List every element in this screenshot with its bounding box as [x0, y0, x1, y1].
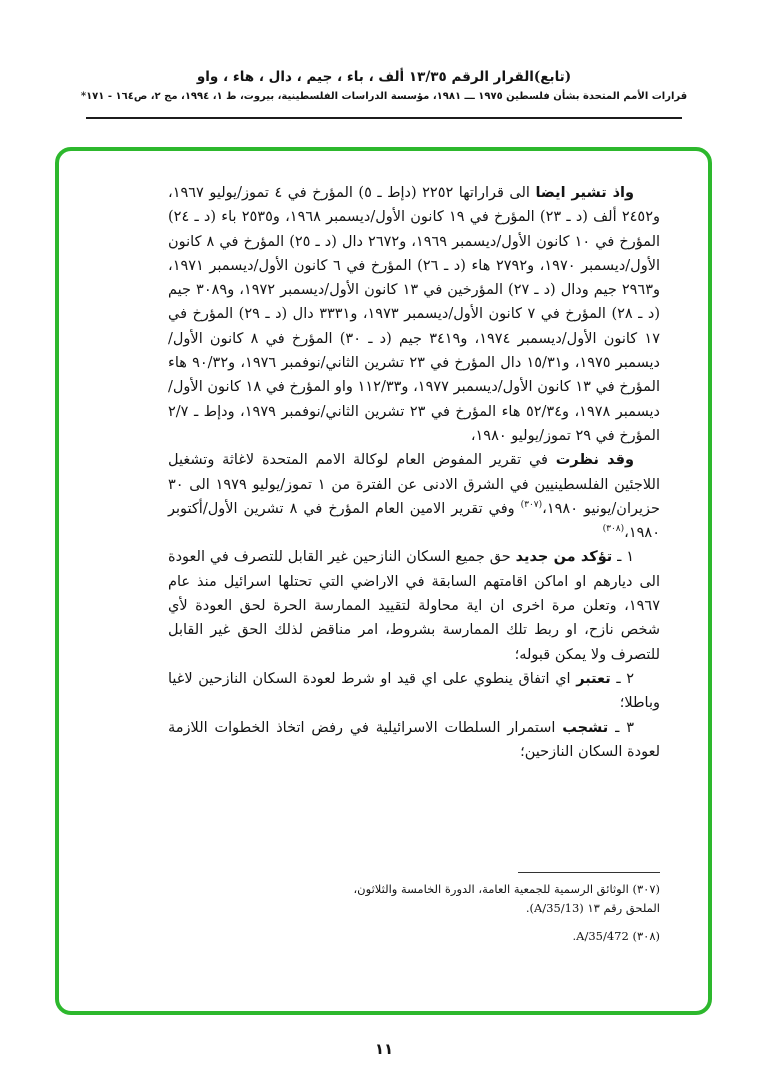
paragraph-lead-phrase: تشجب — [562, 718, 609, 736]
paragraph-number: ٣ ـ — [608, 719, 634, 736]
resolution-continuation-title: (تابع)القرار الرقم ١٣/٣٥ ألف ، باء ، جيم ، دال ، هاء ، واو — [196, 69, 572, 85]
paragraph-lead-phrase: تعتبر — [576, 669, 611, 687]
paragraph-lead-phrase: واذ تشير ايضا — [535, 184, 635, 201]
paragraph-number: ٢ ـ — [610, 670, 634, 687]
paragraph-number: ١ ـ — [612, 549, 635, 566]
page-number: ١١ — [374, 1040, 394, 1058]
paragraph-lead-phrase: تؤكد من جديد — [515, 548, 613, 566]
paragraph-lead-phrase: وقد نظرت — [555, 451, 634, 469]
paragraph-text: اي اتفاق ينطوي على اي قيد او شرط لعودة السكان النازحين لاغيا وباطلا؛ — [168, 670, 660, 712]
paragraph-text: الى قراراتها ٢٢٥٢ (دإط ـ ٥) المؤرخ في ٤ تموز/يوليو ١٩٦٧، و٢٤٥٢ ألف (د ـ ٢٣) المؤرخ في ١٩ كانون الأول/ديسمبر ١٩٦٨، و٢٥٣٥ باء (د ـ ٢٤) المؤرخ في ١٠ كانون الأول/ديسمبر ١٩٦٩، و٢٦٧٢ دال (د ـ ٢٥) المؤرخ في ٨ كانون الأول/ديسمبر ١٩٧٠، و٢٧٩٢ هاء (د ـ ٢٦) المؤرخ في ٦ كانون الأول/ديسمبر ١٩٧١، و٢٩٦٣ جيم ودال (د ـ ٢٧) المؤرخين في ١٣ كانون الأول/ديسمبر ١٩٧٢، و٣٠٨٩ جيم (د ـ ٢٨) المؤرخ في ٧ كانون الأول/ديسمبر ١٩٧٣، و٣٣٣١ دال (د ـ ٢٩) المؤرخ في ١٧ كانون الأول/ديسمبر ١٩٧٤، و٣٤١٩ جيم (د ـ ٣٠) المؤرخ في ٨ كانون الأول/ديسمبر ١٩٧٥، و١٥/٣١ دال المؤرخ في ٢٣ تشرين الثاني/نوفمبر ١٩٧٦، و٩٠/٣٢ هاء المؤرخ في ١٣ كانون الأول/ديسمبر ١٩٧٧، و١١٢/٣٣ واو المؤرخ في ١٨ كانون الأول/ديسمبر ١٩٧٨، و٥٢/٣٤ هاء المؤرخ في ٢٣ تشرين الثاني/نوفمبر ١٩٧٩، ودإط ـ ٢/٧ المؤرخ في ٢٩ تموز/يوليو ١٩٨٠، — [168, 185, 661, 444]
operative-paragraph-2 — [168, 667, 660, 716]
footnotes-section — [330, 880, 660, 946]
header-divider-rule — [86, 117, 682, 119]
preambular-paragraph-recalling — [168, 181, 660, 448]
footnote-307: (٣٠٧) الوثائق الرسمية للجمعية العامة، الدورة الخامسة والثلاثون، الملحق رقم ١٣ (A/35/13). — [353, 882, 660, 915]
footnote-divider-rule — [518, 872, 660, 873]
document-header — [0, 69, 768, 102]
footnote-308: (٣٠٨) A/35/472. — [572, 929, 660, 943]
operative-paragraph-3 — [168, 716, 660, 765]
source-citation: قرارات الأمم المتحدة بشأن فلسطين ١٩٧٥ ـــ ١٩٨١، مؤسسة الدراسات الفلسطينية، بيروت، ط ١، ١٩٩٤، مج ٢، ص١٦٤ - ١٧١* — [80, 91, 688, 102]
paragraph-text: استمرار السلطات الاسرائيلية في رفض اتخاذ الخطوات اللازمة لعودة السكان النازحين؛ — [168, 719, 660, 760]
preambular-paragraph-considered — [168, 448, 660, 545]
footnote-reference-308: (٣٠٨) — [602, 524, 625, 535]
paragraph-text: حق جميع السكان النازحين غير القابل للتصرف في العودة الى ديارهم او اماكن اقامتهم السابقة في الاراضي التي تحتلها اسرائيل منذ عام ١٩٦٧، وتعلن مرة اخرى ان اية محاولة لتقييد الممارسة الحرة لحق العودة لأي شخص نازح، او ربط تلك الممارسة بشروط، امر مناقض لذلك الحق غير القابل للتصرف ولا يمكن قبوله؛ — [168, 549, 660, 663]
paragraph-text: وفي تقرير الامين العام المؤرخ في ٨ تشرين الأول/أكتوبر ١٩٨٠، — [168, 500, 660, 542]
paragraph-text: في تقرير المفوض العام لوكالة الامم المتحدة لاغاثة وتشغيل اللاجئين الفلسطينيين في الشرق الادنى عن الفترة من ١ تموز/يوليو ١٩٧٩ الى ٣٠ حزيران/يونيو ١٩٨٠، — [168, 452, 660, 517]
resolution-body-text — [168, 181, 660, 764]
footnote-reference-307: (٣٠٧) — [520, 499, 543, 510]
operative-paragraph-1 — [168, 545, 660, 666]
